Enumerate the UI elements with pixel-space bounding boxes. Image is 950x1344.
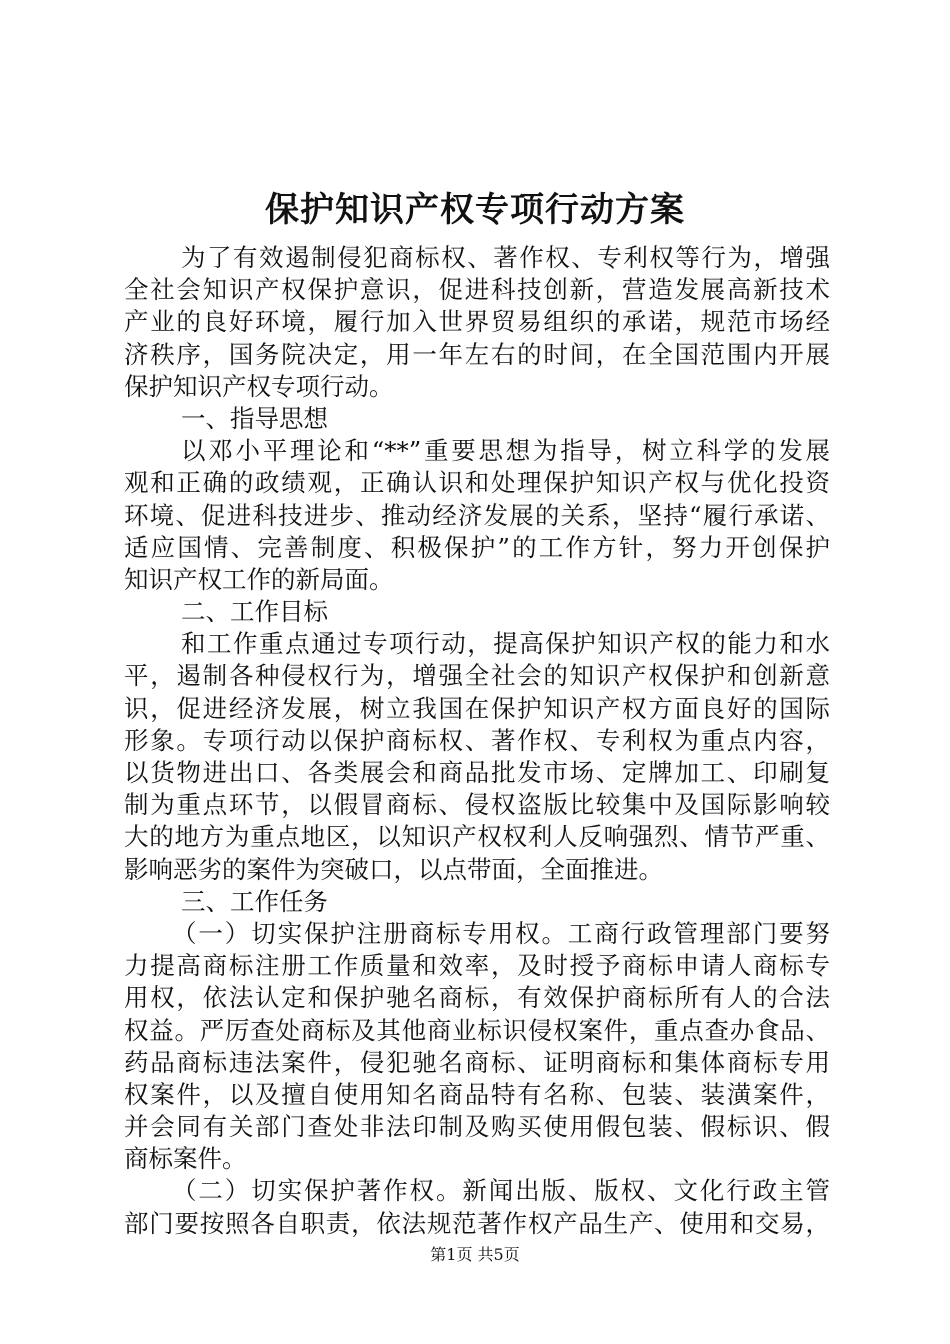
text-line: 为了有效遏制侵犯商标权、著作权、专利权等行为，增强 [181,243,830,272]
text-line: 适应国情、完善制度、积极保护”的工作方针，努力开创保护 [124,532,830,562]
text-line: 影响恶劣的案件为突破口，以点带面，全面推进。 [124,854,663,884]
text-line: 保护知识产权专项行动。 [124,371,394,401]
text-line: 大的地方为重点地区，以知识产权权利人反响强烈、情节严重、 [124,822,830,852]
section-heading: 一、指导思想 [181,403,328,433]
section-heading: 三、工作任务 [181,886,328,916]
text-line: 和工作重点通过专项行动，提高保护知识产权的能力和水 [181,629,830,659]
text-line: 部门要按照各自职责，依法规范著作权产品生产、使用和交易， [124,1208,830,1238]
text-line: 济秩序，国务院决定，用一年左右的时间，在全国范围内开展 [124,339,830,369]
section-heading: 二、工作目标 [181,597,328,627]
text-line: 平，遏制各种侵权行为，增强全社会的知识产权保护和创新意 [124,661,830,691]
document-body [124,214,830,1240]
text-line: 商标案件。 [124,1144,247,1174]
text-line: 制为重点环节，以假冒商标、侵权盗版比较集中及国际影响较 [124,790,830,820]
text-line: 用权，依法认定和保护驰名商标，有效保护商标所有人的合法 [124,983,830,1013]
text-line: 全社会知识产权保护意识，促进科技创新，营造发展高新技术 [124,275,830,305]
text-line: 力提高商标注册工作质量和效率，及时授予商标申请人商标专 [124,951,830,981]
text-line: 以货物进出口、各类展会和商品批发市场、定牌加工、印刷复 [124,758,830,787]
text-line: 识，促进经济发展，树立我国在保护知识产权方面良好的国际 [124,693,830,723]
document-title: 保护知识产权专项行动方案 [265,190,685,230]
text-line: 以邓小平理论和“**”重要思想为指导，树立科学的发展 [181,436,830,466]
text-line: 权案件，以及擅自使用知名商品特有名称、包装、装潢案件， [124,1079,830,1109]
text-line: 药品商标违法案件，侵犯驰名商标、证明商标和集体商标专用 [124,1047,830,1077]
text-line: 权益。严厉查处商标及其他商业标识侵权案件，重点查办食品、 [124,1015,830,1045]
text-line: 产业的良好环境，履行加入世界贸易组织的承诺，规范市场经 [124,307,830,337]
text-line: 知识产权工作的新局面。 [124,564,394,594]
text-line: 观和正确的政绩观，正确认识和处理保护知识产权与优化投资 [124,468,830,498]
text-line: 形象。专项行动以保护商标权、著作权、专利权为重点内容， [124,725,830,755]
page-footer: 第1页 共5页 [430,1245,520,1264]
text-line: 环境、促进科技进步、推动经济发展的关系，坚持“履行承诺、 [124,500,830,530]
text-line: 并会同有关部门查处非法印制及购买使用假包装、假标识、假 [124,1112,830,1142]
text-line: （二）切实保护著作权。新闻出版、版权、文化行政主管 [172,1176,830,1206]
text-line: （一）切实保护注册商标专用权。工商行政管理部门要努 [172,918,830,948]
